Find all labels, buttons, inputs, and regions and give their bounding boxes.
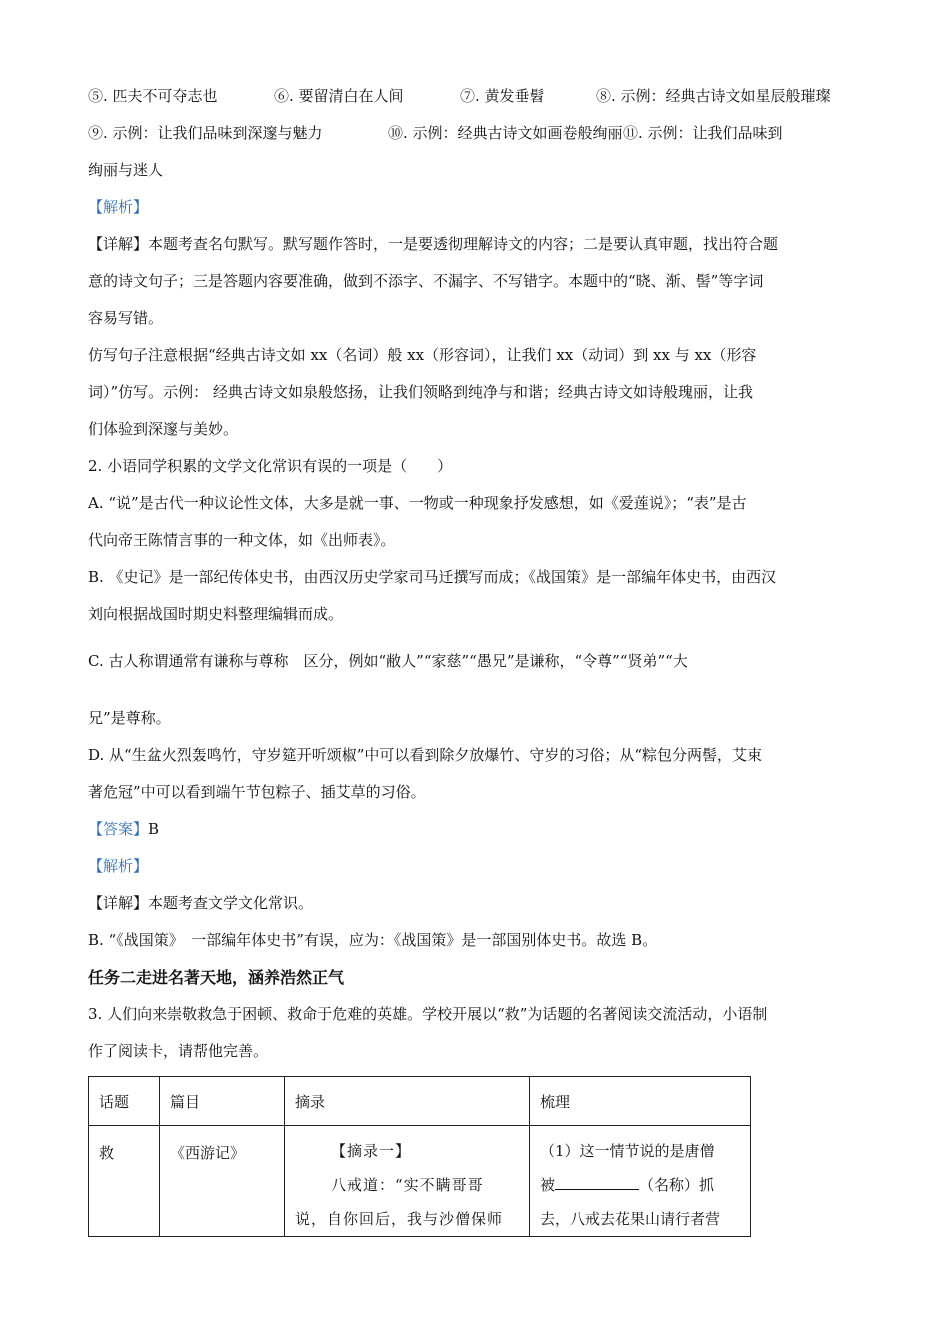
q2-answer [88, 811, 868, 848]
sort-line-2-post: （名称）抓 [639, 1176, 715, 1194]
answer-row-3: 绚丽与迷人 [88, 161, 164, 179]
cell-sort [530, 1126, 751, 1237]
q1-detail-line: 词）”仿写。示例： 经典古诗文如泉般悠扬，让我们领略到纯净与和谐；经典古诗文如诗般瑰丽，让我 [88, 383, 753, 401]
answer-5: ⑤. 匹夫不可夺志也 [88, 87, 218, 105]
answer-6: ⑥. 要留清白在人间 [274, 87, 404, 105]
sort-line-3: 去，八戒去花果山请行者营 [540, 1210, 721, 1228]
q2-stem: 2. 小语同学积累的文学文化常识有误的一项是（ ） [88, 457, 453, 475]
excerpt-line: 八戒道：“实不瞒哥哥 [331, 1176, 484, 1194]
q2-analysis-tag: 【解析】 [88, 857, 149, 875]
table-row [89, 1126, 751, 1237]
header-excerpt: 摘录 [285, 1077, 530, 1126]
answer-9: ⑨. 示例：让我们品味到深邃与魅力 [88, 124, 323, 142]
sort-line-1: （1）这一情节说的是唐僧 [540, 1142, 715, 1160]
sort-line-2 [540, 1168, 740, 1202]
answer-row-2 [88, 115, 868, 152]
fill-blank[interactable] [555, 1173, 639, 1190]
q2-answer-value: B [148, 820, 160, 838]
q2-answer-tag: 【答案】 [88, 820, 149, 838]
task2-heading: 任务二走进名著天地，涵养浩然正气 [88, 968, 345, 987]
q1-detail-line: 容易写错。 [88, 309, 164, 327]
q1-detail-line: 【详解】本题考查名句默写。默写题作答时，一是要透彻理解诗文的内容；二是要认真审题，找出符合题 [88, 235, 779, 253]
q1-detail-line: 意的诗文句子；三是答题内容要准确，做到不添字、不漏字、不写错字。本题中的“晓、渐、髻”等字词 [88, 272, 764, 290]
q3-stem: 3. 人们向来崇敬救急于困顿、救命于危难的英雄。学校开展以“救”为话题的名著阅读交流活动，小语制 [88, 1005, 768, 1023]
excerpt-line: 说，自你回后，我与沙僧保师 [295, 1210, 504, 1228]
q2-option-c: 兄”是尊称。 [88, 709, 171, 727]
cell-excerpt [285, 1126, 530, 1237]
q2-detail-1: 【详解】本题考查文学文化常识。 [88, 894, 314, 912]
q2-option-b: 刘向根据战国时期史料整理编辑而成。 [88, 605, 344, 623]
document-page [88, 78, 868, 1237]
sort-line-2-pre: 被 [540, 1176, 556, 1194]
cell-topic: 救 [89, 1126, 160, 1237]
header-work: 篇目 [160, 1077, 285, 1126]
table-header-row [89, 1077, 751, 1126]
header-sort: 梳理 [530, 1077, 751, 1126]
q2-detail-2: B. “《战国策》 一部编年体史书”有误，应为：《战国策》是一部国别体史书。故选 B。 [88, 931, 658, 949]
answer-row-1 [88, 78, 868, 115]
q2-option-b: B. 《史记》是一部纪传体史书，由西汉历史学家司马迁撰写而成；《战国策》是一部编年体史书，由西汉 [88, 568, 777, 586]
q3-stem: 作了阅读卡，请帮他完善。 [88, 1042, 269, 1060]
q2-option-a: A. “说”是古代一种议论性文体，大多是就一事、一物或一种现象抒发感想，如《爱莲说》；“表”是古 [88, 494, 747, 512]
q2-option-d: D. 从“生盆火烈轰鸣竹，守岁筵开听颂椒”中可以看到除夕放爆竹、守岁的习俗；从“粽包分两髻，艾束 [88, 746, 763, 764]
answer-11: ⑪. 示例：让我们品味到 [623, 124, 783, 142]
q1-analysis-tag: 【解析】 [88, 198, 149, 216]
header-topic: 话题 [89, 1077, 160, 1126]
cell-work: 《西游记》 [160, 1126, 285, 1237]
q2-option-d: 著危冠”中可以看到端午节包粽子、插艾草的习俗。 [88, 783, 426, 801]
q2-option-a: 代向帝王陈情言事的一种文体，如《出师表》。 [88, 531, 396, 549]
q2-option-c: C. 古人称谓通常有谦称与尊称 区分，例如“敝人”“家慈”“愚兄”是谦称，“令尊”“贤弟”“大 [88, 652, 688, 670]
q1-detail-line: 仿写句子注意根据“经典古诗文如 xx（名词）般 xx（形容词），让我们 xx（动词）到 xx 与 xx（形容 [88, 346, 757, 364]
excerpt-title: 【摘录一】 [331, 1142, 412, 1160]
answer-8: ⑧. 示例：经典古诗文如星辰般璀璨 [596, 87, 831, 105]
answer-10: ⑩. 示例：经典古诗文如画卷般绚丽 [388, 124, 623, 142]
reading-card-table [88, 1076, 751, 1237]
answer-7: ⑦. 黄发垂髫 [460, 87, 545, 105]
q1-detail-line: 们体验到深邃与美妙。 [88, 420, 239, 438]
